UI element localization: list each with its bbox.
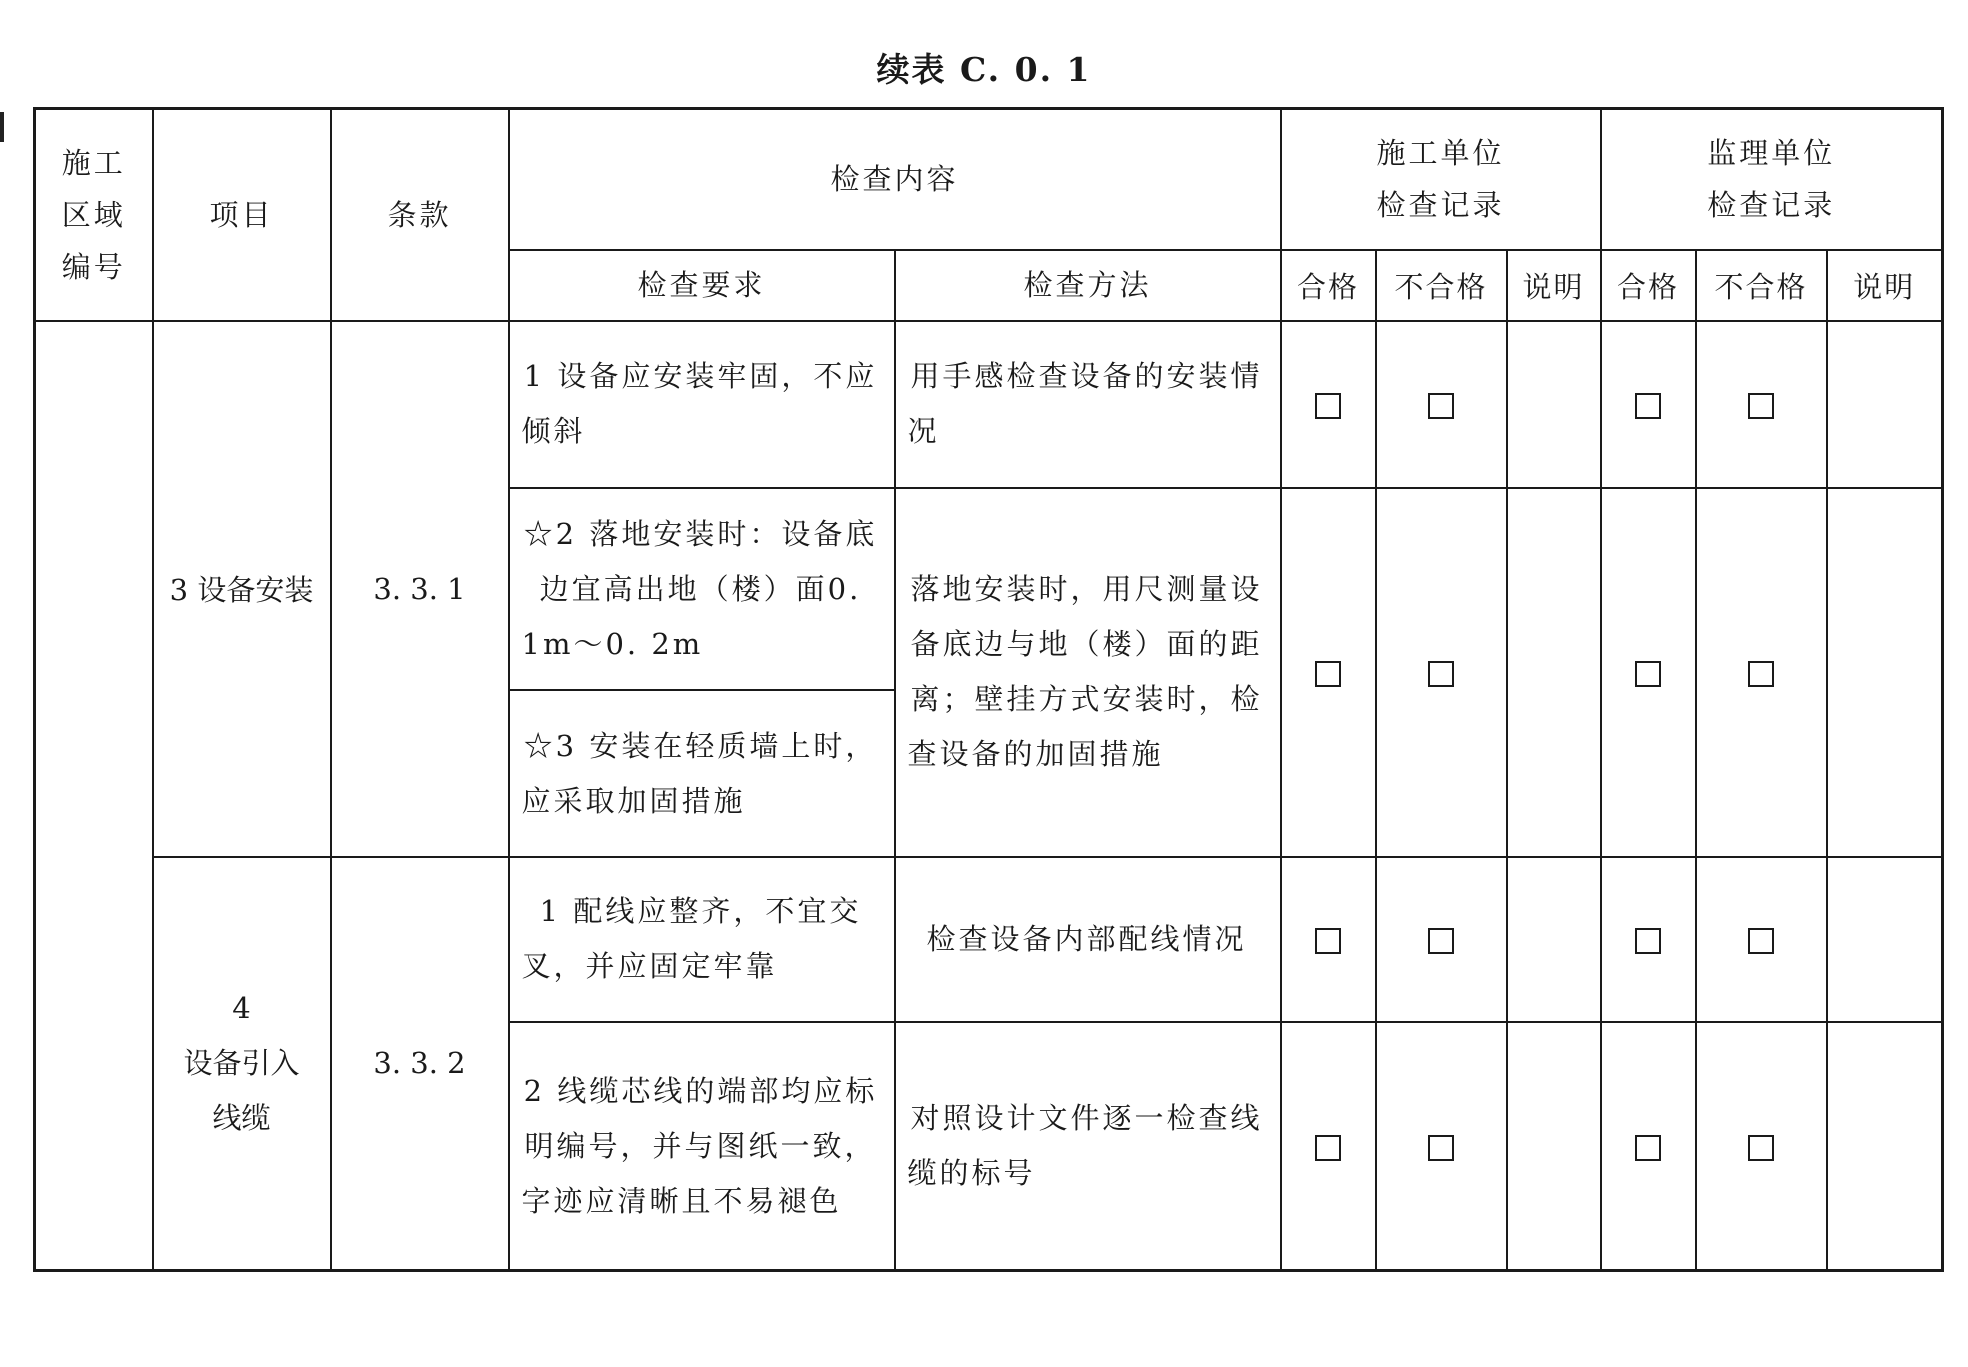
- item3-r2-supervisor-pass: [1601, 488, 1696, 857]
- item3-method-2-3: 落地安装时，用尺测量设备底边与地（楼）面的距离；壁挂方式安装时，检查设备的加固措施: [895, 488, 1281, 857]
- item4-r2-supervisor-fail: [1696, 1022, 1827, 1270]
- item4-requirement-2: 2 线缆芯线的端部均应标明编号，并与图纸一致，字迹应清晰且不易褪色: [509, 1022, 895, 1270]
- header-area-line1: 施工: [61, 145, 126, 180]
- item3-r1-supervisor-pass: [1601, 321, 1696, 488]
- checkbox-icon[interactable]: [1635, 928, 1661, 954]
- header-contractor-pass: 合格: [1281, 250, 1376, 321]
- checkbox-icon[interactable]: [1428, 1135, 1454, 1161]
- item3-r1-contractor-pass: [1281, 321, 1376, 488]
- item4-r1-supervisor-note: [1827, 857, 1943, 1022]
- item4-method-2: 对照设计文件逐一检查线缆的标号: [895, 1022, 1281, 1270]
- checkbox-icon[interactable]: [1428, 928, 1454, 954]
- area-code-cell: [35, 321, 153, 1271]
- checkbox-icon[interactable]: [1428, 393, 1454, 419]
- header-method: 检查方法: [895, 250, 1281, 321]
- header-area-cell: [35, 109, 153, 321]
- item3-r1-contractor-fail: [1376, 321, 1507, 488]
- item4-r2-supervisor-pass: [1601, 1022, 1696, 1270]
- header-contractor-line1: 施工单位: [1376, 136, 1505, 171]
- item3-r1-contractor-note: [1507, 321, 1601, 488]
- header-supervisor-line1: 监理单位: [1707, 136, 1836, 171]
- checkbox-icon[interactable]: [1748, 661, 1774, 687]
- item3-r1-supervisor-fail: [1696, 321, 1827, 488]
- item4-r2-supervisor-note: [1827, 1022, 1943, 1270]
- item3-r2-supervisor-note: [1827, 488, 1943, 857]
- header-clause: 条款: [331, 109, 509, 321]
- item3-r2-supervisor-fail: [1696, 488, 1827, 857]
- header-item: 项目: [153, 109, 331, 321]
- table-title: 续表 C. 0. 1: [876, 50, 1092, 89]
- item4-r1-supervisor-fail: [1696, 857, 1827, 1022]
- item4-name-line1: 设备引入: [183, 1045, 300, 1080]
- item4-requirement-1: 1 配线应整齐，不宜交叉，并应固定牢靠: [509, 857, 895, 1022]
- item4-name-cell: [153, 857, 331, 1271]
- checkbox-icon[interactable]: [1315, 661, 1341, 687]
- header-supervisor-fail: 不合格: [1696, 250, 1827, 321]
- header-content: 检查内容: [509, 109, 1281, 250]
- checkbox-icon[interactable]: [1748, 928, 1774, 954]
- header-requirement: 检查要求: [509, 250, 895, 321]
- checkbox-icon[interactable]: [1748, 393, 1774, 419]
- checkbox-icon[interactable]: [1315, 393, 1341, 419]
- item4-r1-contractor-note: [1507, 857, 1601, 1022]
- item4-clause: 3. 3. 2: [331, 857, 509, 1271]
- margin-mark: [0, 112, 4, 142]
- inspection-table: [33, 107, 1944, 1272]
- item3-name: 3 设备安装: [153, 321, 331, 857]
- header-supervisor-note: 说明: [1827, 250, 1943, 321]
- item3-r2-contractor-note: [1507, 488, 1601, 857]
- item3-requirement-3: ☆3 安装在轻质墙上时，应采取加固措施: [509, 690, 895, 856]
- item3-r2-contractor-pass: [1281, 488, 1376, 857]
- checkbox-icon[interactable]: [1428, 661, 1454, 687]
- header-contractor-note: 说明: [1507, 250, 1601, 321]
- item4-method-1: 检查设备内部配线情况: [895, 857, 1281, 1022]
- header-area-line3: 编号: [61, 249, 126, 284]
- item4-r1-supervisor-pass: [1601, 857, 1696, 1022]
- item3-r1-supervisor-note: [1827, 321, 1943, 488]
- checkbox-icon[interactable]: [1635, 661, 1661, 687]
- item4-number: 4: [232, 990, 251, 1025]
- item3-method-1: 用手感检查设备的安装情况: [895, 321, 1281, 488]
- header-contractor-cell: [1281, 109, 1601, 250]
- item3-r2-contractor-fail: [1376, 488, 1507, 857]
- header-supervisor-pass: 合格: [1601, 250, 1696, 321]
- checkbox-icon[interactable]: [1315, 1135, 1341, 1161]
- item3-requirement-1: 1 设备应安装牢固，不应倾斜: [509, 321, 895, 488]
- item4-r2-contractor-fail: [1376, 1022, 1507, 1270]
- item4-r1-contractor-pass: [1281, 857, 1376, 1022]
- header-supervisor-cell: [1601, 109, 1943, 250]
- header-contractor-line2: 检查记录: [1376, 188, 1505, 223]
- item4-name-line2: 线缆: [212, 1100, 271, 1135]
- item4-r2-contractor-note: [1507, 1022, 1601, 1270]
- item3-clause: 3. 3. 1: [331, 321, 509, 857]
- checkbox-icon[interactable]: [1315, 928, 1341, 954]
- checkbox-icon[interactable]: [1635, 1135, 1661, 1161]
- header-supervisor-line2: 检查记录: [1707, 188, 1836, 223]
- item4-r1-contractor-fail: [1376, 857, 1507, 1022]
- checkbox-icon[interactable]: [1748, 1135, 1774, 1161]
- item3-requirement-2: ☆2 落地安装时：设备底边宜高出地（楼）面0. 1m～0. 2m: [509, 488, 895, 690]
- item4-r2-contractor-pass: [1281, 1022, 1376, 1270]
- header-contractor-fail: 不合格: [1376, 250, 1507, 321]
- checkbox-icon[interactable]: [1635, 393, 1661, 419]
- header-area-line2: 区域: [61, 197, 126, 232]
